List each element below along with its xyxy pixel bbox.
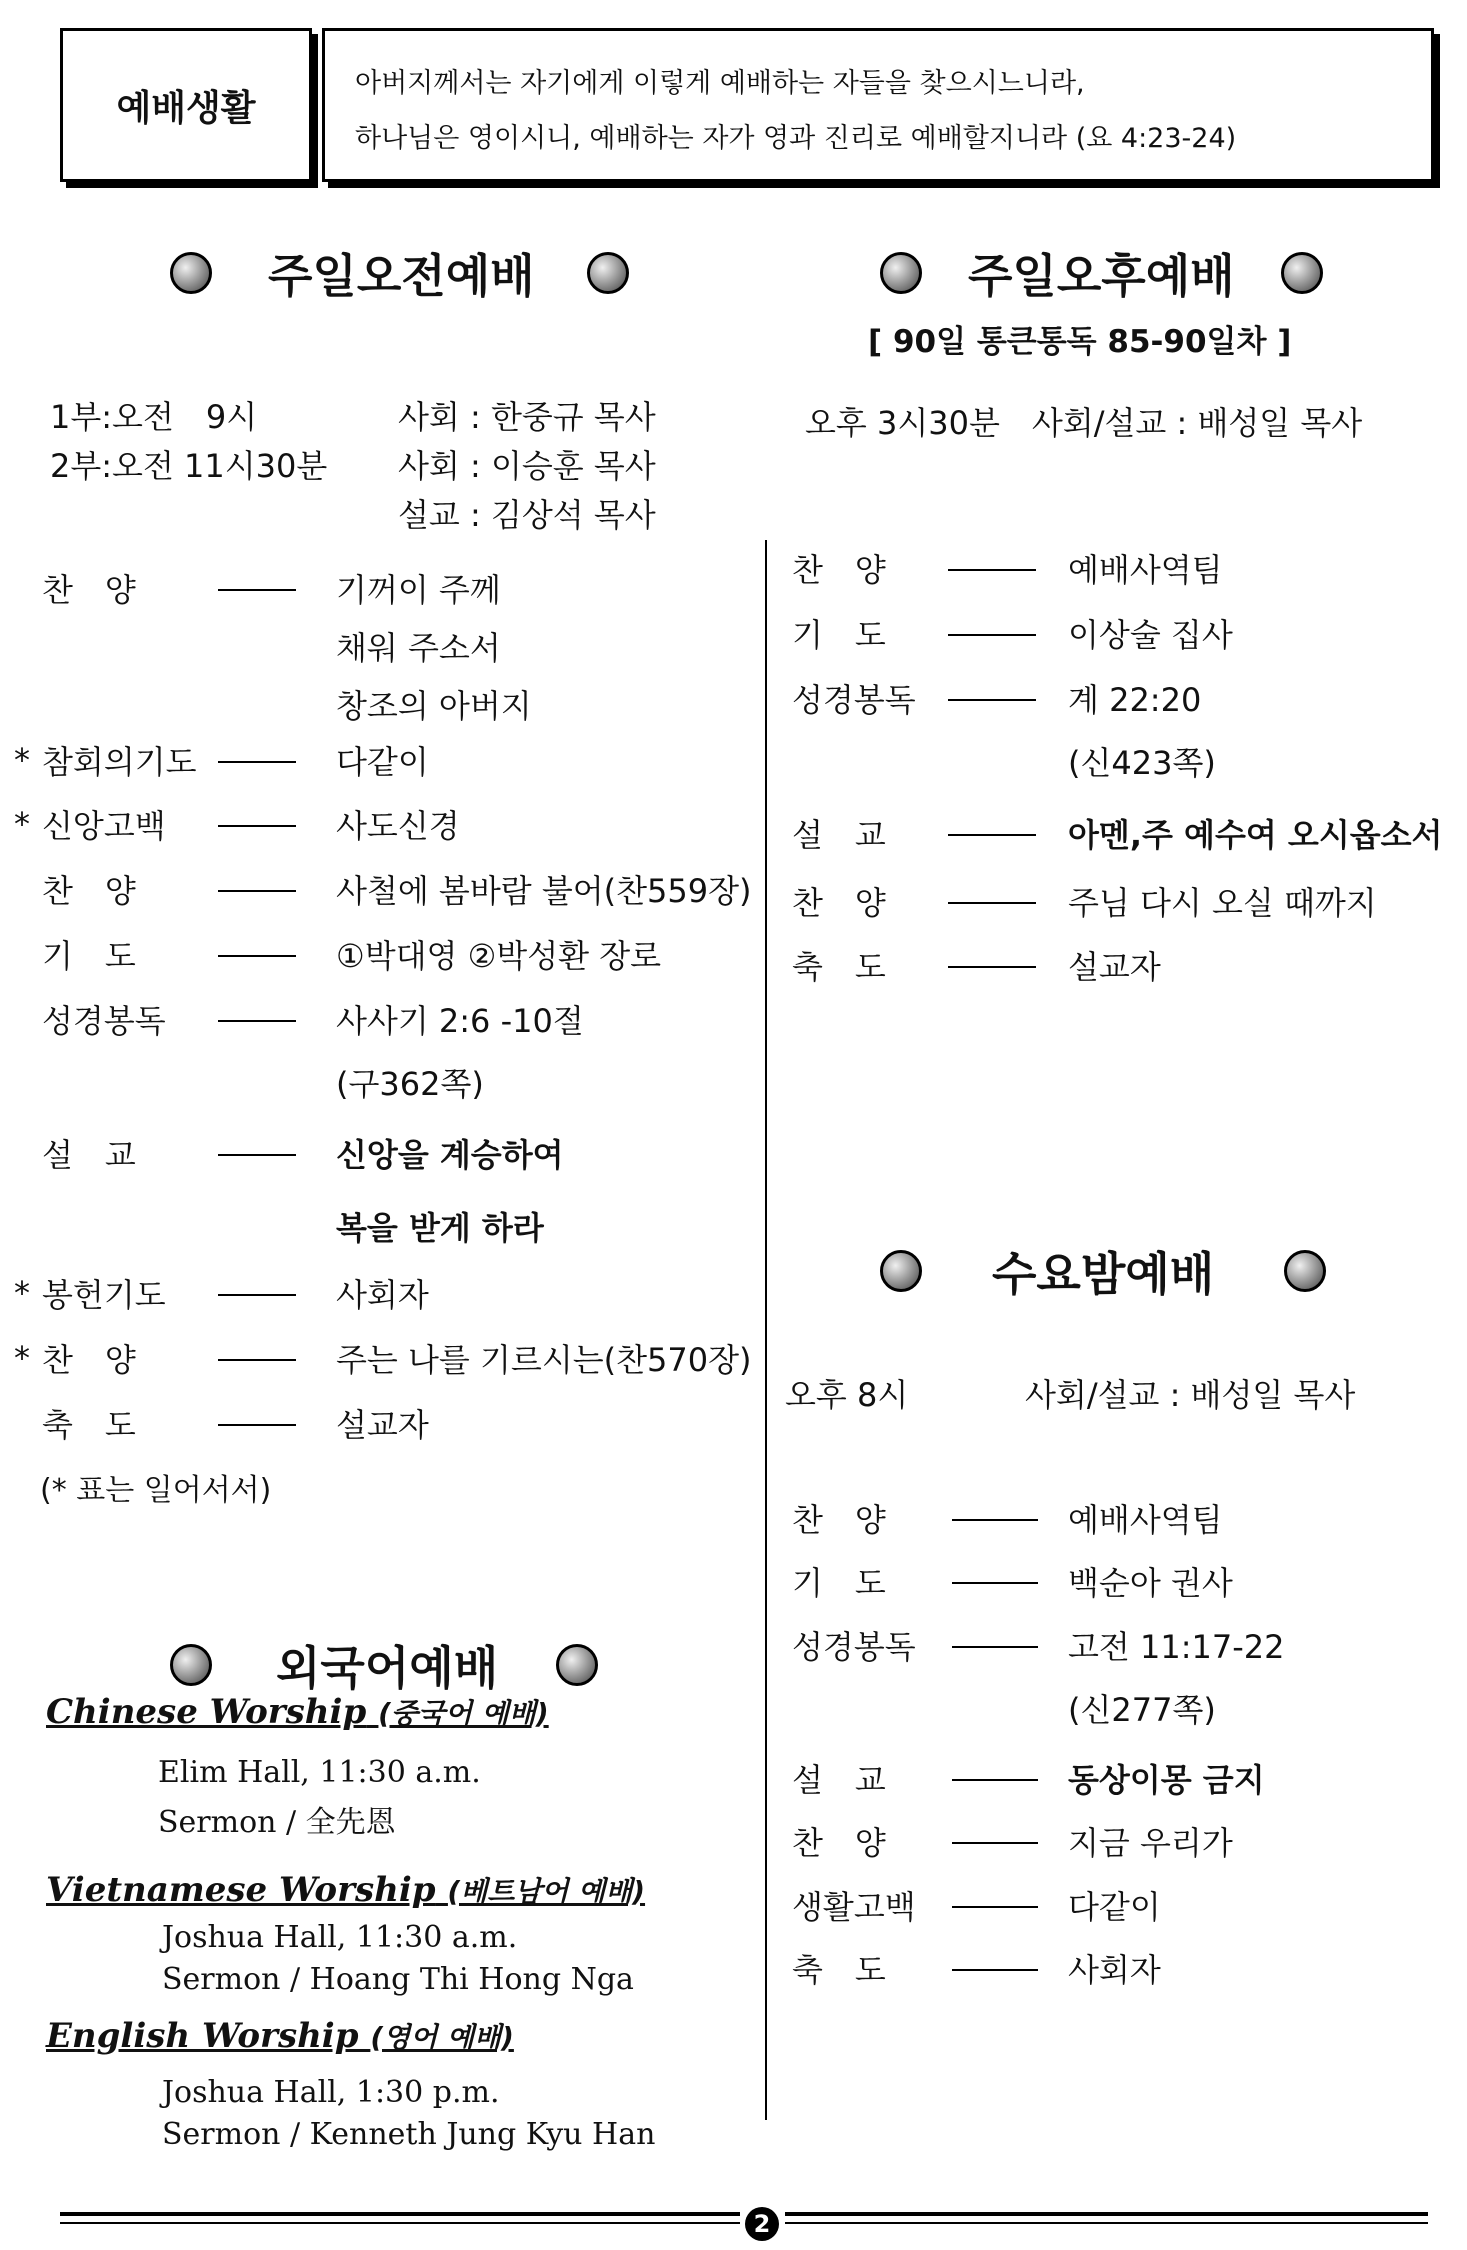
order-dash [948, 634, 1036, 636]
order-dash [218, 955, 296, 957]
order-item-label: 참회의기도 [42, 743, 197, 781]
order-item-label: 성경봉독 [792, 1628, 916, 1666]
footer-rule-right [785, 2212, 1428, 2216]
footer-rule-left [60, 2212, 740, 2216]
order-item-label: 설 교 [792, 1761, 886, 1799]
order-dash [218, 761, 296, 763]
order-item-label: 찬 양 [792, 884, 886, 922]
order-item-value: 동상이몽 금지 [1068, 1761, 1265, 1799]
order-item-value: 사사기 2:6 -10절 [336, 1002, 584, 1040]
order-item-value: 창조의 아버지 [336, 687, 532, 725]
order-item-value: 사회자 [1068, 1951, 1161, 1989]
wednesday-title: 수요밤예배 [880, 1238, 1326, 1304]
order-item-value: 계 22:20 [1068, 681, 1202, 719]
order-item-label: 축 도 [792, 1951, 886, 1989]
verse-line-2: 하나님은 영이시니, 예배하는 자가 영과 진리로 예배할지니라 (요 4:23-24) [355, 123, 1237, 154]
order-dash [952, 1906, 1038, 1908]
column-divider [765, 540, 767, 2120]
english-place: Joshua Hall, 1:30 p.m. [162, 2075, 500, 2110]
order-item-label: 신앙고백 [42, 807, 166, 845]
english-worship-heading: English Worship (영어 예배) [46, 2016, 514, 2056]
order-item-value: 사도신경 [336, 807, 460, 845]
order-item-label: 설 교 [792, 816, 886, 854]
order-item-value: 설교자 [336, 1406, 429, 1444]
vietnamese-place: Joshua Hall, 11:30 a.m. [162, 1920, 518, 1955]
order-item-value: 설교자 [1068, 948, 1161, 986]
order-item-value: 고전 11:17-22 [1068, 1628, 1285, 1666]
verse-box [322, 28, 1434, 182]
order-item-value: 다같이 [336, 743, 429, 781]
order-item-value: 사철에 봄바람 불어(찬559장) [336, 872, 752, 910]
english-sermon: Sermon / Kenneth Jung Kyu Han [162, 2117, 656, 2152]
order-item-label: 찬 양 [792, 1824, 886, 1862]
order-item-value: 주님 다시 오실 때까지 [1068, 884, 1377, 922]
order-item-label: 기 도 [792, 616, 886, 654]
order-item-label: 찬 양 [42, 1341, 136, 1379]
order-item-label: 생활고백 [792, 1888, 916, 1926]
chinese-sermon: Sermon / 全先恩 [158, 1805, 396, 1840]
order-dash [218, 825, 296, 827]
order-item-value: 예배사역팀 [1068, 551, 1223, 589]
standing-mark: * [14, 805, 30, 843]
order-item-value: 예배사역팀 [1068, 1501, 1223, 1539]
order-dash [948, 569, 1036, 571]
order-dash [948, 902, 1036, 904]
wednesday-time: 오후 8시 [785, 1376, 909, 1414]
service-role-2: 사회 : 이승훈 목사 [398, 447, 656, 485]
standing-note: (* 표는 일어서서) [40, 1473, 272, 1508]
order-dash [952, 1582, 1038, 1584]
bullet-ball-icon [880, 1250, 922, 1292]
order-item-value: ①박대영 ②박성환 장로 [336, 937, 662, 975]
order-dash [948, 966, 1036, 968]
order-dash [218, 1294, 296, 1296]
footer-rule-right-thin [785, 2222, 1428, 2224]
order-item-value: 채워 주소서 [336, 629, 501, 667]
order-item-label: 찬 양 [792, 1501, 886, 1539]
order-dash [952, 1842, 1038, 1844]
order-item-value: 주는 나를 기르시는(찬570장) [336, 1341, 752, 1379]
page-number: 2 [745, 2207, 779, 2241]
order-dash [948, 699, 1036, 701]
bullet-ball-icon [1281, 252, 1323, 294]
bullet-ball-icon [556, 1644, 598, 1686]
vietnamese-worship-heading: Vietnamese Worship (베트남어 예배) [46, 1870, 646, 1910]
order-item-value: 사회자 [336, 1276, 429, 1314]
order-item-label: 기 도 [792, 1564, 886, 1602]
order-item-value: (신423쪽) [1068, 744, 1216, 782]
order-dash [218, 1359, 296, 1361]
sunday-afternoon-title: 주일오후예배 [880, 240, 1323, 306]
sunday-morning-title: 주일오전예배 [170, 240, 629, 306]
bullet-ball-icon [880, 252, 922, 294]
order-item-label: 찬 양 [792, 551, 886, 589]
order-item-label: 찬 양 [42, 571, 136, 609]
order-item-value: 복을 받게 하라 [336, 1209, 544, 1247]
vietnamese-sermon: Sermon / Hoang Thi Hong Nga [162, 1962, 634, 1997]
order-item-label: 성경봉독 [42, 1002, 166, 1040]
reading-plan-subtitle: [ 90일 통큰통독 85-90일차 ] [868, 324, 1292, 360]
chinese-place: Elim Hall, 11:30 a.m. [158, 1755, 481, 1790]
standing-mark: * [14, 1274, 30, 1312]
order-dash [218, 589, 296, 591]
bullet-ball-icon [587, 252, 629, 294]
order-dash [218, 890, 296, 892]
standing-mark: * [14, 741, 30, 779]
order-dash [952, 1519, 1038, 1521]
order-item-label: 봉헌기도 [42, 1276, 166, 1314]
order-item-label: 성경봉독 [792, 681, 916, 719]
order-item-value: 기꺼이 주께 [336, 571, 501, 609]
order-dash [948, 834, 1036, 836]
order-item-value: 지금 우리가 [1068, 1824, 1233, 1862]
order-item-label: 설 교 [42, 1136, 136, 1174]
footer-rule-left-thin [60, 2222, 740, 2224]
order-item-label: 찬 양 [42, 872, 136, 910]
verse-line-1: 아버지께서는 자기에게 이렇게 예배하는 자들을 찾으시느니라, [355, 68, 1085, 99]
service-time-2: 2부:오전 11시30분 [50, 447, 328, 485]
order-dash [218, 1154, 296, 1156]
order-item-label: 축 도 [792, 948, 886, 986]
order-dash [952, 1969, 1038, 1971]
foreign-title: 외국어예배 [170, 1632, 598, 1698]
service-role-3: 설교 : 김상석 목사 [398, 496, 656, 534]
order-dash [218, 1020, 296, 1022]
order-item-value: (신277쪽) [1068, 1691, 1216, 1729]
order-item-value: 이상술 집사 [1068, 616, 1233, 654]
order-dash [952, 1646, 1038, 1648]
bullet-ball-icon [170, 1644, 212, 1686]
order-item-value: (구362쪽) [336, 1065, 484, 1103]
order-item-value: 다같이 [1068, 1888, 1161, 1926]
afternoon-info: 오후 3시30분 사회/설교 : 배성일 목사 [805, 404, 1363, 442]
standing-mark: * [14, 1339, 30, 1377]
order-dash [952, 1779, 1038, 1781]
order-item-label: 축 도 [42, 1406, 136, 1444]
order-dash [218, 1424, 296, 1426]
bullet-ball-icon [1284, 1250, 1326, 1292]
section-label: 예배생활 [116, 87, 256, 129]
service-time-1: 1부:오전 9시 [50, 398, 258, 436]
bullet-ball-icon [170, 252, 212, 294]
order-item-value: 아멘,주 예수여 오시옵소서 [1068, 816, 1443, 854]
wednesday-role: 사회/설교 : 배성일 목사 [1025, 1376, 1356, 1414]
order-item-label: 기 도 [42, 937, 136, 975]
service-role-1: 사회 : 한중규 목사 [398, 398, 656, 436]
section-label-box [60, 28, 312, 182]
order-item-value: 백순아 권사 [1068, 1564, 1233, 1602]
order-item-value: 신앙을 계승하여 [336, 1136, 564, 1174]
chinese-worship-heading: Chinese Worship (중국어 예배) [46, 1692, 549, 1732]
